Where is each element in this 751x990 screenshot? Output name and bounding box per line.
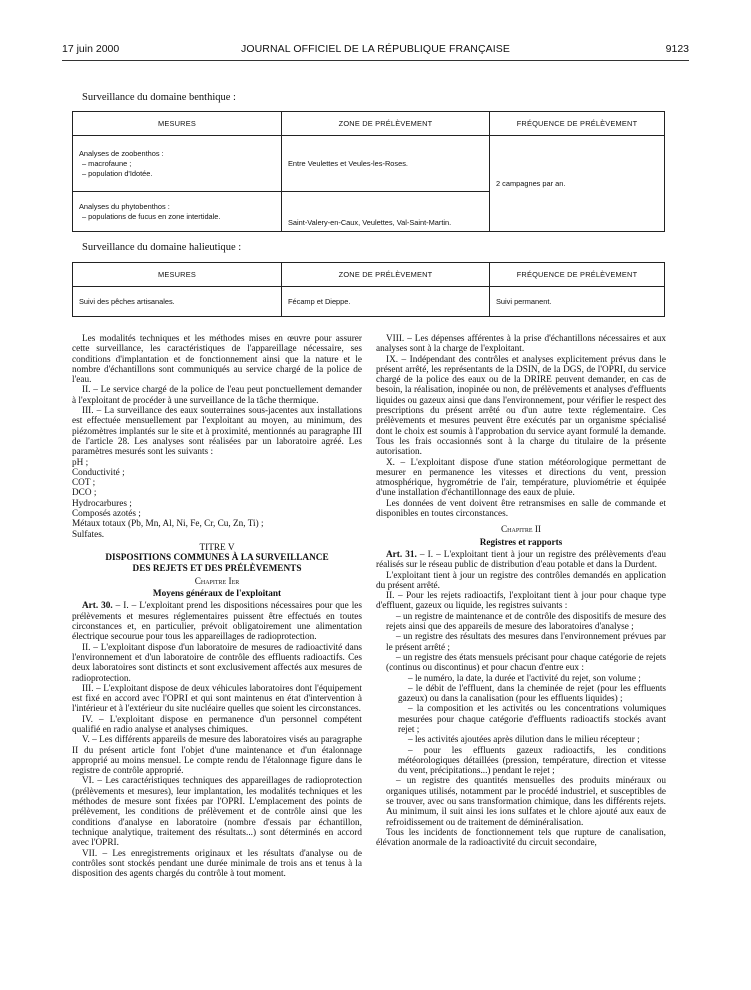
chapter-title: Registres et rapports	[479, 537, 563, 548]
paragraph	[376, 550, 666, 571]
table1-cell-mesures	[73, 136, 282, 192]
list-item: – le numéro, la date, la durée et l'activité du rejet, son volume ;	[408, 673, 641, 684]
table-row	[73, 136, 665, 192]
param-cot: COT ;	[72, 478, 96, 489]
cell-line: – macrofaune ;	[82, 158, 132, 168]
list-item: – le débit de l'effluent, dans la cheminée de rejet (pour les effluents gazeux) ou dans la canalisation (pour les effluents liquides) ;	[398, 683, 666, 705]
table1-caption: Surveillance du domaine benthique :	[82, 92, 236, 103]
cell-line: Analyses de zoobenthos :	[79, 148, 164, 158]
paragraph: VI. – Les caractéristiques techniques des appareillages de radioprotection (prélèvements et mesures), leur implantation, les modalités techniques et les méthodes de mesure sont fixées par l'OPRI. L'emplacement des points de prélèvement, les conditions de prélèvement et de contrôle ainsi que les conditions d'analyse en laboratoire (nombre d'essais par échantillon, technique analytique, traitement des résultats...) sont déterminés en accord avec l'OPRI.	[72, 776, 362, 849]
header-rule	[62, 60, 689, 61]
paragraph: L'exploitant tient à jour un registre des contrôles demandés en application du présent arrêté.	[376, 570, 666, 591]
table2-cell-frequence: Suivi permanent.	[490, 287, 665, 317]
article-text: – I. – L'exploitant prend les dispositions nécessaires pour que les prélèvements et mesures réglementaires puissent être effectués en toutes circonstances et, en particulier, prévoit obligatoirement une alimentation électrique secourue pour tous les appareillages de radioprotection.	[72, 601, 362, 643]
table1-header-mesures: MESURES	[73, 112, 282, 136]
table1-cell-zone: Saint-Valery-en-Caux, Veulettes, Val-Saint-Martin.	[282, 192, 490, 232]
list-item: – un registre des quantités mensuelles des produits minéraux ou organiques utilisés, notamment par le procédé industriel, et susceptibles de se trouver, avec ou sans transformation chimique, dans les différents rejets. Au minimum, il suit ainsi les ions sulfates et le chlore ajouté aux eaux de refroidissement ou de traitement de déminéralisation.	[386, 776, 666, 828]
left-column	[72, 334, 362, 879]
paragraph	[72, 601, 362, 642]
table-row	[73, 287, 665, 317]
titre-subtitle: DES REJETS ET DES PRÉLÈVEMENTS	[132, 563, 302, 574]
list-item: – un registre de maintenance et de contrôle des dispositifs de mesure des rejets ainsi que des appareils de mesure des laboratoires d'analyse ;	[386, 611, 666, 633]
list-item: – la composition et les activités ou les concentrations volumiques mesurées pour chaque catégorie d'effluents radioactifs stockés avant rejet ;	[398, 704, 666, 735]
table2-cell-mesures: Suivi des pêches artisanales.	[73, 287, 282, 317]
paragraph: IX. – Indépendant des contrôles et analyses explicitement prévus dans le présent arrêté, les représentants de la DSIN, de la DGS, de l'OPRI, du service chargé de la police des eaux ou de la DRIRE peuvent demander, en cas de besoin, la réalisation, inopinée ou non, de prélèvements et analyses d'effluents liquides ou gazeux ainsi que dans l'environnement, pour vérifier le respect des prescriptions du présent arrêté ou d'un autre texte réglementaire. Ces prélèvements et mesures peuvent être exécutés par un organisme spécialisé dont le choix est soumis à l'approbation du service ayant formulé la demande. Tous les frais occasionnés sont à la charge du titulaire de la présente autorisation.	[376, 354, 666, 458]
cell-line: – population d'Idotée.	[82, 168, 153, 178]
titre-subtitle: DISPOSITIONS COMMUNES À LA SURVEILLANCE	[105, 553, 329, 564]
header-page-number: 9123	[665, 43, 689, 55]
paragraph: Les modalités techniques et les méthodes mises en œuvre pour assurer cette surveillance, les caractéristiques de l'appareillage nécessaire, ses conditions d'implantation et de fonctionnement ainsi que la nature et le nombre d'échantillons sont communiqués au service chargé de la police de l'eau.	[72, 334, 362, 386]
table1-header-frequence: FRÉQUENCE DE PRÉLÈVEMENT	[490, 112, 665, 136]
param-hydrocarbures: Hydrocarbures ;	[72, 498, 132, 509]
titre-heading: TITRE V	[199, 542, 235, 553]
benthic-table	[72, 111, 665, 232]
paragraph: III. – La surveillance des eaux souterraines sous-jacentes aux installations est effectuée mensuellement par l'exploitant au moyen, au minimum, des piézomètres implantés sur le site et à proximité, mentionnés au paragraphe III de l'article 28. Les analyses sont réalisées par un laboratoire agréé. Les paramètres mesurés sont les suivants :	[72, 406, 362, 458]
header-title: JOURNAL OFFICIEL DE LA RÉPUBLIQUE FRANÇAISE	[241, 43, 510, 55]
paragraph: V. – Les différents appareils de mesure des laboratoires visés au paragraphe II du présent article font l'objet d'une maintenance et d'un étalonnage approprié au moins mensuel. Le compte rendu de l'étalonnage figure dans le registre de contrôle approprié.	[72, 735, 362, 777]
table1-cell-mesures	[73, 192, 282, 232]
list-item: – les activités ajoutées après dilution dans le milieu récepteur ;	[408, 735, 640, 746]
paragraph: IV. – L'exploitant dispose en permanence d'un personnel compétent qualifié en radio analyse et analyses chimiques.	[72, 714, 362, 735]
param-sulfates: Sulfates.	[72, 529, 105, 540]
paragraph: X. – L'exploitant dispose d'une station météorologique permettant de mesurer en permanence les vitesses et directions du vent, pression atmosphérique, hygrométrie de l'air, température, pluviométrie et équipée d'une installation d'échantillonnage des eaux de pluie.	[376, 457, 666, 499]
param-conductivite: Conductivité ;	[72, 467, 125, 478]
chapter-heading: Chapitre Ier	[194, 576, 240, 587]
paragraph: Tous les incidents de fonctionnement tels que rupture de canalisation, élévation anormale de la radioactivité du circuit secondaire,	[376, 827, 666, 849]
paragraph: VIII. – Les dépenses afférentes à la prise d'échantillons nécessaires et aux analyses sont à la charge de l'exploitant.	[376, 334, 666, 355]
table1-cell-frequence: 2 campagnes par an.	[490, 136, 665, 232]
paragraph: III. – L'exploitant dispose de deux véhicules laboratoires dont l'équipement est fixé en accord avec l'OPRI et qui sont maintenus en état d'intervention à l'intérieur et à l'extérieur du site nucléaire quelles que soient les circonstances.	[72, 683, 362, 715]
table1-cell-zone: Entre Veulettes et Veules-les-Roses.	[282, 136, 490, 192]
article-text: – I. – L'exploitant tient à jour un registre des prélèvements d'eau réalisés sur le réseau public de distribution d'eau potable et dans la Durdent.	[376, 549, 666, 571]
right-column	[376, 334, 666, 849]
chapter-title: Moyens généraux de l'exploitant	[152, 589, 282, 600]
list-item: – pour les effluents gazeux radioactifs, les conditions météorologiques détaillées (pression, température, direction et vitesse du vent, précipitations...) pendant le rejet ;	[398, 745, 666, 777]
cell-line: Analyses du phytobenthos :	[79, 201, 170, 211]
param-dco: DCO ;	[72, 488, 97, 499]
article-label: Art. 31.	[386, 549, 417, 560]
param-ph: pH ;	[72, 457, 89, 468]
list-item: – un registre des résultats des mesures dans l'environnement prévues par le présent arrêté ;	[386, 632, 666, 653]
list-item: – un registre des états mensuels précisant pour chaque catégorie de rejets (continus ou discontinus) et pour chacun d'entre eux :	[386, 652, 666, 674]
paragraph: II. – Pour les rejets radioactifs, l'exploitant tient à jour pour chaque type d'effluent, gazeux ou liquide, les registres suivants :	[376, 591, 666, 612]
paragraph: Les données de vent doivent être retransmises en salle de commande et disponibles en toutes circonstances.	[376, 498, 666, 520]
table2-cell-zone: Fécamp et Dieppe.	[282, 287, 490, 317]
halieutic-table	[72, 262, 665, 317]
table2-header-frequence: FRÉQUENCE DE PRÉLÈVEMENT	[490, 263, 665, 287]
header-date: 17 juin 2000	[62, 43, 120, 55]
paragraph: II. – Le service chargé de la police de l'eau peut ponctuellement demander à l'exploitant de procéder à une surveillance de la tâche thermique.	[72, 385, 362, 406]
paragraph: VII. – Les enregistrements originaux et les résultats d'analyse ou de contrôles sont stockés pendant une durée minimale de trois ans et tenus à la disposition des agents chargés du contrôle à tout moment.	[72, 848, 362, 880]
table2-caption: Surveillance du domaine halieutique :	[82, 242, 242, 253]
table1-header-zone: ZONE DE PRÉLÈVEMENT	[282, 112, 490, 136]
param-metaux: Métaux totaux (Pb, Mn, Al, Ni, Fe, Cr, Cu, Zn, Ti) ;	[72, 519, 264, 530]
table2-header-zone: ZONE DE PRÉLÈVEMENT	[282, 263, 490, 287]
param-composes-azotes: Composés azotés ;	[72, 509, 141, 520]
cell-line: – populations de fucus en zone intertidale.	[82, 211, 221, 221]
paragraph: II. – L'exploitant dispose d'un laboratoire de mesures de radioactivité dans l'environnement et d'un laboratoire de contrôle des effluents radioactifs. Ces deux laboratoires sont distincts et sont exclusivement affectés aux mesures de radioprotection.	[72, 642, 362, 684]
page-header	[62, 43, 689, 59]
article-label: Art. 30.	[82, 601, 113, 612]
chapter-heading: Chapitre II	[501, 525, 541, 536]
table2-header-mesures: MESURES	[73, 263, 282, 287]
